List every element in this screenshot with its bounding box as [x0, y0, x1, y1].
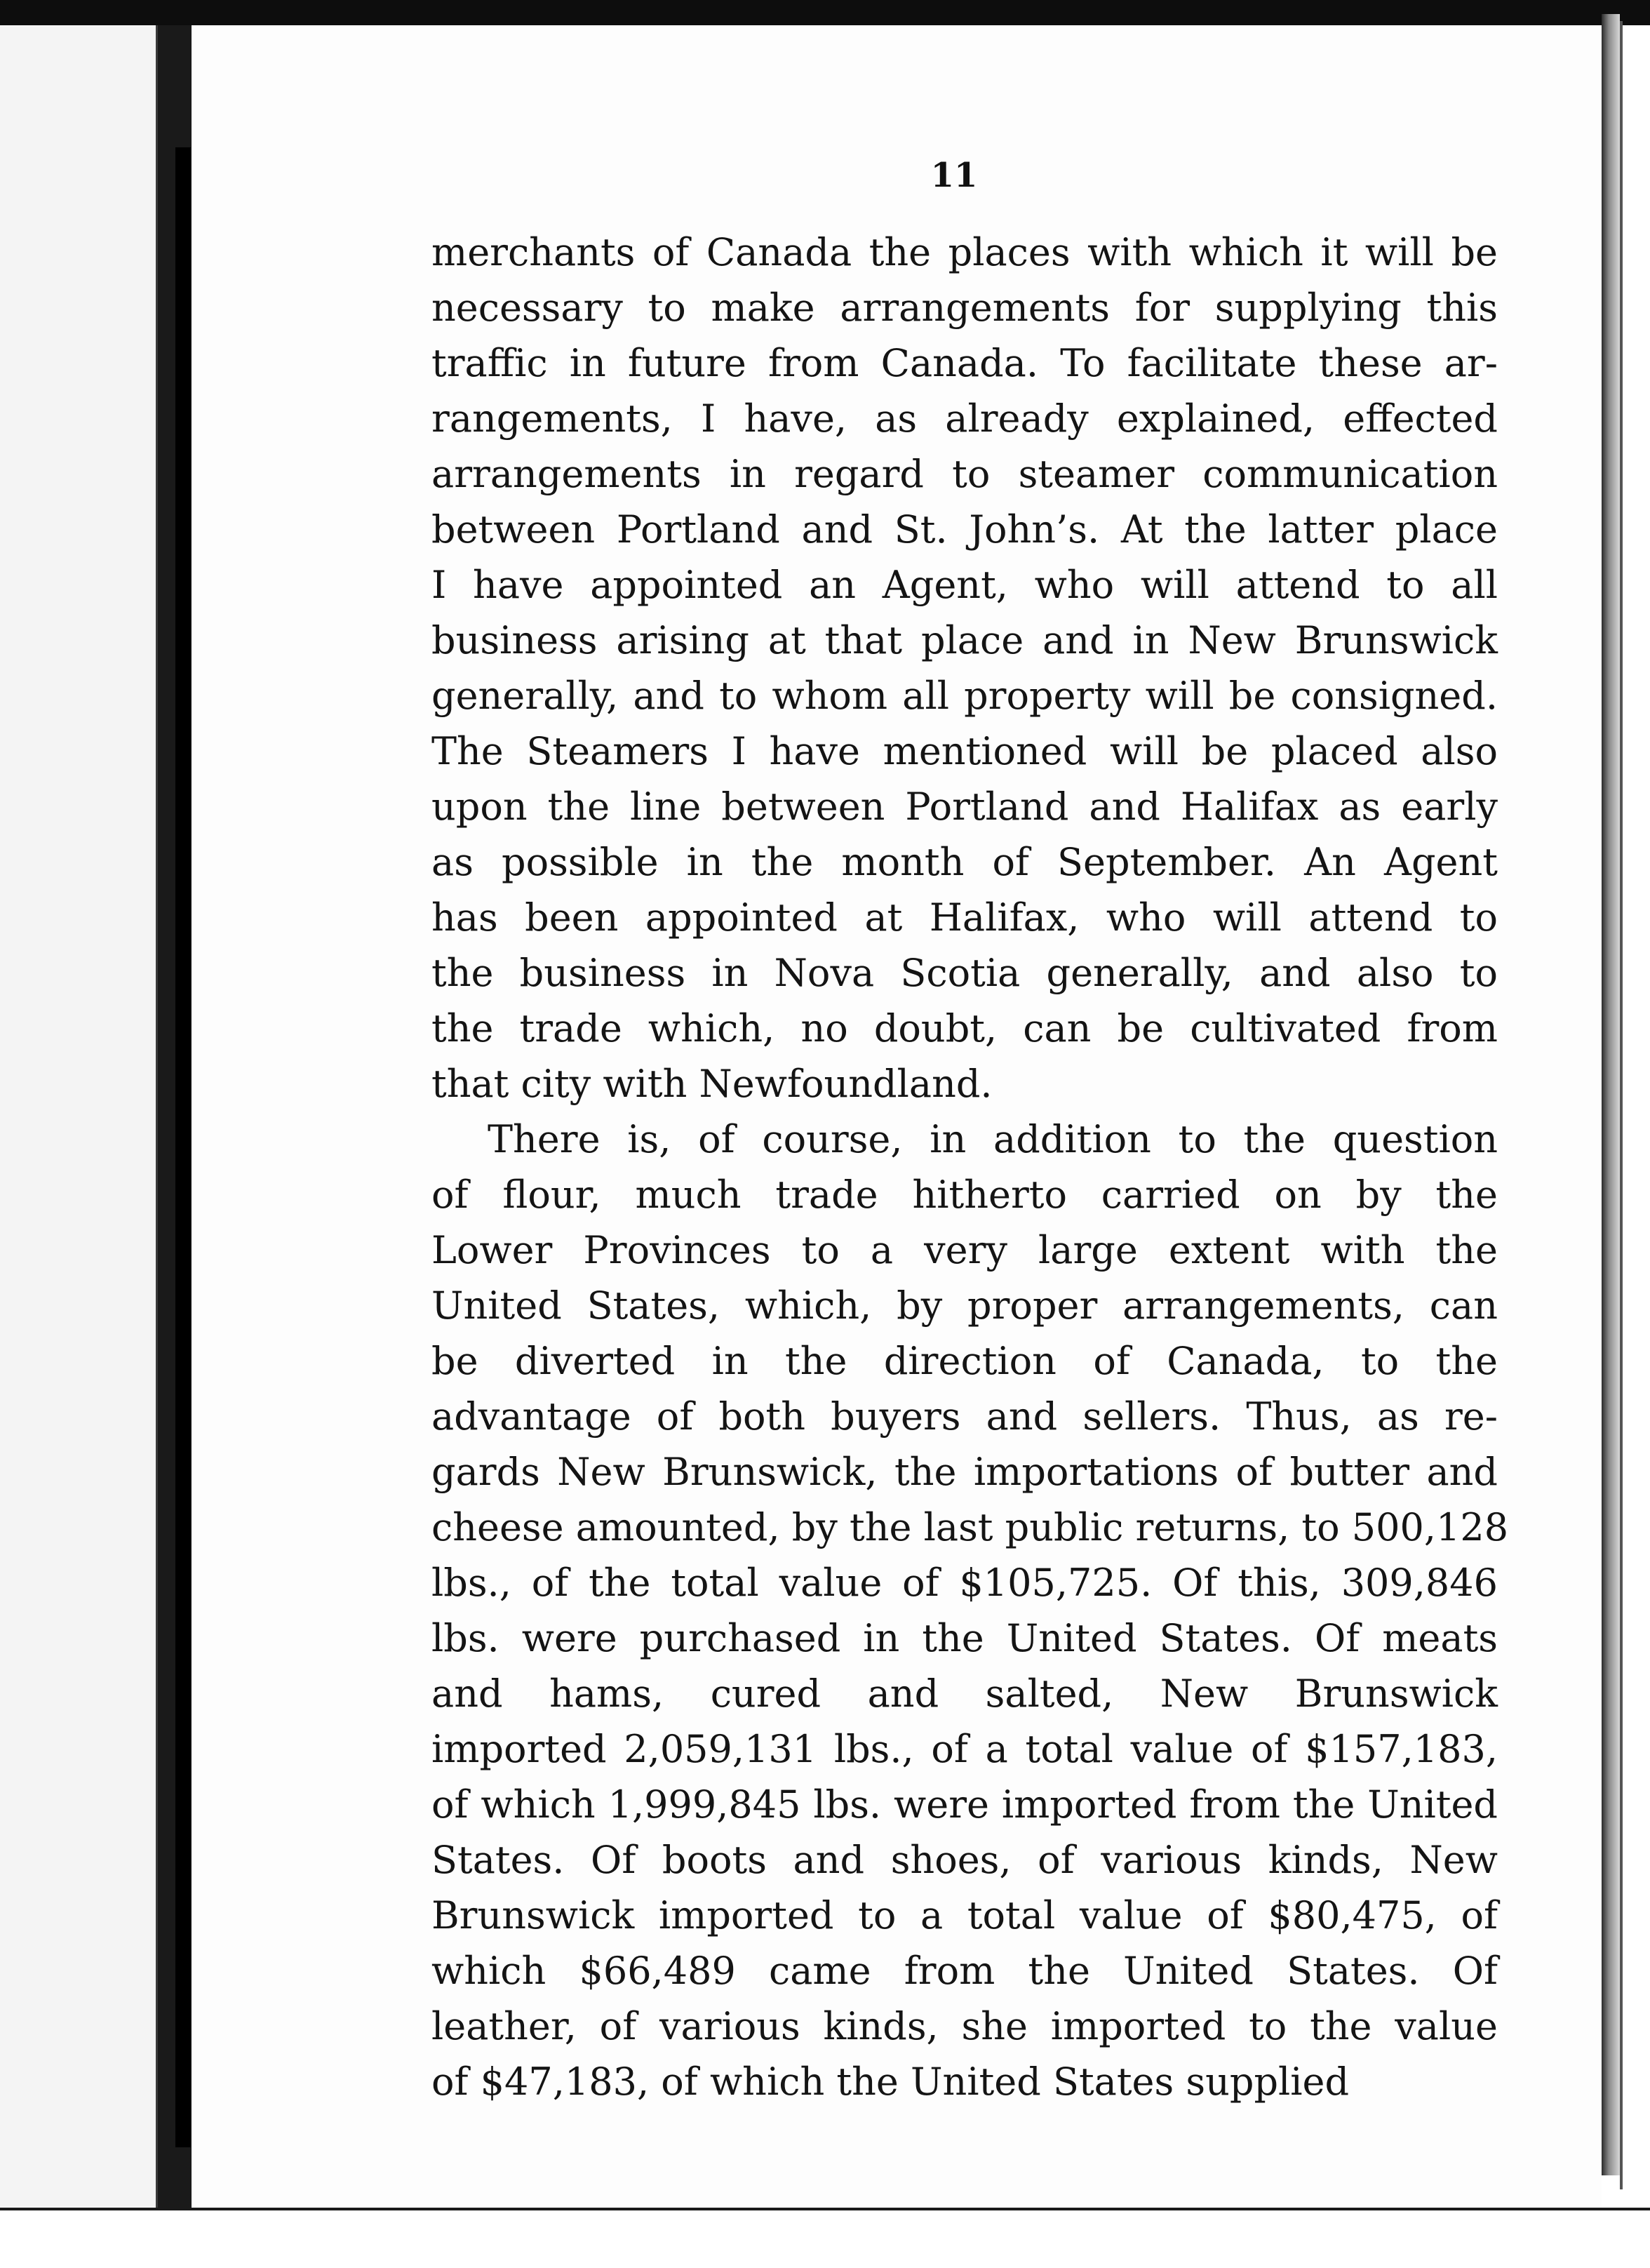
text-line: business arising at that place and in New Brunswick: [431, 618, 1498, 662]
scan-right-border: [1620, 21, 1623, 2189]
text-line: the trade which, no doubt, can be cultivated from: [431, 1006, 1498, 1050]
text-line: that city with Newfoundland.: [431, 1062, 993, 1106]
text-line: The Steamers I have mentioned will be placed also: [431, 729, 1498, 773]
text-line: gards New Brunswick, the importations of butter and: [431, 1450, 1498, 1494]
page-number: 11: [930, 156, 978, 195]
text-line: United States, which, by proper arrangements, can: [431, 1283, 1498, 1328]
text-line: Lower Provinces to a very large extent with the: [431, 1228, 1498, 1272]
text-line: imported 2,059,131 lbs., of a total value of $157,183,: [431, 1727, 1498, 1771]
binding-shadow: [175, 147, 191, 2147]
text-line: leather, of various kinds, she imported to the value: [431, 2004, 1498, 2048]
text-line: Brunswick imported to a total value of $80,475, of: [431, 1893, 1498, 1937]
text-line: lbs. were purchased in the United States. Of meats: [431, 1616, 1498, 1660]
text-line: generally, and to whom all property will be consigned.: [431, 674, 1498, 718]
text-line: of flour, much trade hitherto carried on by the: [431, 1173, 1498, 1217]
text-line: I have appointed an Agent, who will attend to all: [431, 563, 1498, 607]
text-line: and hams, cured and salted, New Brunswick: [431, 1672, 1498, 1716]
scan-bottom-border: [0, 2208, 1650, 2268]
paragraph: [431, 225, 1498, 1112]
text-line: merchants of Canada the places with which it will be: [431, 230, 1498, 274]
text-line: arrangements in regard to steamer communication: [431, 452, 1498, 496]
text-line: of $47,183, of which the United States supplied: [431, 2060, 1350, 2104]
text-line: cheese amounted, by the last public returns, to 500,128: [431, 1505, 1509, 1549]
facing-page-edge: [0, 25, 158, 2208]
text-line: advantage of both buyers and sellers. Thus, as re-: [431, 1394, 1498, 1439]
scan-top-border: [0, 0, 1650, 25]
text-line: be diverted in the direction of Canada, to the: [431, 1339, 1498, 1383]
text-line: necessary to make arrangements for supplying this: [431, 286, 1498, 330]
text-line: of which 1,999,845 lbs. were imported from the United: [431, 1782, 1498, 1827]
paragraph: [431, 1112, 1509, 2109]
text-line: has been appointed at Halifax, who will attend to: [431, 895, 1498, 940]
text-line: States. Of boots and shoes, of various kinds, New: [431, 1838, 1498, 1882]
text-line: upon the line between Portland and Halifax as early: [431, 785, 1498, 829]
text-line: rangements, I have, as already explained, effected: [431, 396, 1498, 441]
page-right-edge: [1602, 14, 1620, 2175]
text-line: the business in Nova Scotia generally, and also to: [431, 951, 1498, 995]
body-text: [431, 225, 1509, 2109]
text-line: traffic in future from Canada. To facilitate these ar-: [431, 341, 1498, 385]
text-line: lbs., of the total value of $105,725. Of this, 309,846: [431, 1561, 1498, 1605]
text-line: There is, of course, in addition to the question: [488, 1117, 1498, 1161]
text-line: as possible in the month of September. An Agent: [431, 840, 1498, 884]
text-line: which $66,489 came from the United States. Of: [431, 1949, 1498, 1993]
text-line: between Portland and St. John’s. At the latter place: [431, 507, 1498, 552]
